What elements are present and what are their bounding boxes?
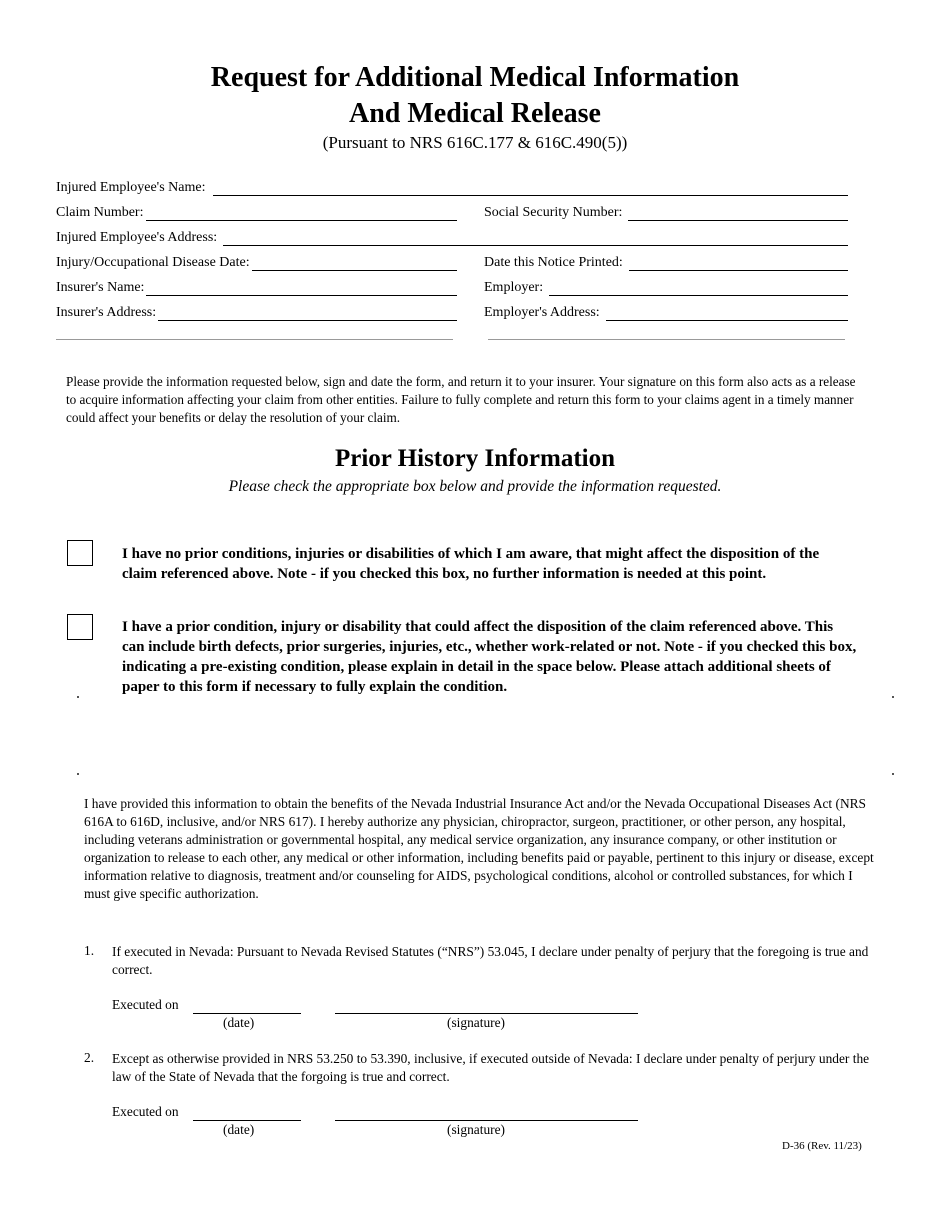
ssn-field <box>484 203 848 221</box>
insurer-name-label: Insurer's Name: <box>56 280 145 295</box>
employer-address-line2[interactable] <box>488 339 845 340</box>
prior-history-subheading: Please check the appropriate box below and provide the information requested. <box>228 478 722 495</box>
declaration-1-date-input[interactable] <box>193 1001 301 1015</box>
explanation-area-corner-br <box>892 773 894 775</box>
injury-date-field <box>56 253 457 271</box>
claim-number-field <box>56 203 457 221</box>
declaration-1-text: If executed in Nevada: Pursuant to Nevada Revised Statutes (“NRS”) 53.045, I declare under penalty of perjury that the foregoing is true and correct. <box>112 944 869 977</box>
claim-number-input[interactable] <box>146 206 458 220</box>
insurer-name-field <box>56 278 457 296</box>
employee-address-field <box>56 228 848 246</box>
employer-address-input[interactable] <box>606 306 848 320</box>
ssn-input[interactable] <box>628 206 848 220</box>
form-subtitle: (Pursuant to NRS 616C.177 & 616C.490(5)) <box>322 133 628 152</box>
ssn-label: Social Security Number: <box>484 205 623 220</box>
explanation-area-corner-tl <box>77 696 79 698</box>
no-prior-conditions-text: I have no prior conditions, injuries or disabilities of which I am aware, that might affect the disposition of the claim referenced above. Note - if you checked this box, no further information is needed at this point. <box>122 546 820 582</box>
explanation-area-corner-bl <box>77 773 79 775</box>
declaration-2-signature-line <box>335 1106 638 1121</box>
declaration-2-text: Except as otherwise provided in NRS 53.250 to 53.390, inclusive, if executed outside of Nevada: I declare under penalty of perjury under the law of the State of Nevada that the forgoing is true and correct. <box>112 1051 870 1084</box>
declaration-1-number: 1. <box>84 943 95 958</box>
insurer-address-input[interactable] <box>158 306 457 320</box>
employee-name-field <box>56 178 848 196</box>
declaration-1-executed-on: Executed on <box>112 997 179 1012</box>
declaration-1-signature-label: (signature) <box>447 1015 506 1030</box>
authorization-text: I have provided this information to obtain the benefits of the Nevada Industrial Insurance Act and/or the Nevada Occupational Diseases Act (NRS 616A to 616D, inclusive, and/or NRS 617). I hereby authorize any physician, chiropractor, surgeon, practitioner, or other person, any hospital, including veterans administration or governmental hospital, any medical service organization, any insurance company, or other institution or organization to release to each other, any medical or other information, including benefits paid or payable, pertinent to this injury or disease, except information relative to diagnosis, treatment and/or counseling for AIDS, psychological conditions, alcohol or controlled substances, for which I must give specific authorization. <box>84 796 874 901</box>
form-title-line2: And Medical Release <box>349 98 601 129</box>
declaration-2-date-input[interactable] <box>193 1108 301 1122</box>
employee-address-label: Injured Employee's Address: <box>56 230 218 245</box>
no-prior-conditions-checkbox[interactable] <box>67 540 93 566</box>
notice-date-label: Date this Notice Printed: <box>484 255 623 270</box>
prior-condition-text: I have a prior condition, injury or disability that could affect the disposition of the claim referenced above. This can include birth defects, prior surgeries, injuries, etc., whether work-related or not. Note - if you checked this box, indicating a pre-existing condition, please explain in detail in the space below. Please attach additional sheets of paper to this form if necessary to fully explain the condition. <box>122 619 857 695</box>
declaration-2-date-line <box>193 1106 301 1121</box>
form-number: D-36 (Rev. 11/23) <box>782 1140 862 1152</box>
declaration-2-signature-label: (signature) <box>447 1122 506 1137</box>
instructions-text: Please provide the information requested below, sign and date the form, and return it to your insurer. Your signature on this form also acts as a release to acquire information affecting your claim from other entities. Failure to fully complete and return this form to your claims agent in a timely manner could affect your benefits or delay the resolution of your claim. <box>66 374 856 425</box>
explanation-area-corner-tr <box>892 696 894 698</box>
employer-field <box>484 278 848 296</box>
employer-address-label: Employer's Address: <box>484 305 600 320</box>
notice-date-input[interactable] <box>629 256 848 270</box>
insurer-address-field <box>56 303 457 321</box>
employee-name-label: Injured Employee's Name: <box>56 180 206 195</box>
prior-history-heading: Prior History Information <box>334 445 616 472</box>
prior-condition-checkbox[interactable] <box>67 614 93 640</box>
declaration-1-signature-input[interactable] <box>335 1001 638 1015</box>
declaration-1-date-label: (date) <box>223 1015 255 1030</box>
insurer-address-label: Insurer's Address: <box>56 305 157 320</box>
employee-address-input[interactable] <box>223 231 848 245</box>
notice-date-field <box>484 253 848 271</box>
insurer-address-line2[interactable] <box>56 339 453 340</box>
employee-name-input[interactable] <box>213 181 848 195</box>
employer-address-field <box>484 303 848 321</box>
declaration-2-date-label: (date) <box>223 1122 255 1137</box>
declaration-1-signature-line <box>335 999 638 1014</box>
injury-date-label: Injury/Occupational Disease Date: <box>56 255 250 270</box>
declaration-2-executed-on: Executed on <box>112 1104 179 1119</box>
claim-number-label: Claim Number: <box>56 205 144 220</box>
employer-input[interactable] <box>549 281 848 295</box>
insurer-name-input[interactable] <box>146 281 457 295</box>
injury-date-input[interactable] <box>252 256 457 270</box>
form-title-line1: Request for Additional Medical Information <box>210 62 740 93</box>
declaration-2-number: 2. <box>84 1050 95 1065</box>
employer-label: Employer: <box>484 280 544 295</box>
declaration-1-date-line <box>193 999 301 1014</box>
declaration-2-signature-input[interactable] <box>335 1108 638 1122</box>
